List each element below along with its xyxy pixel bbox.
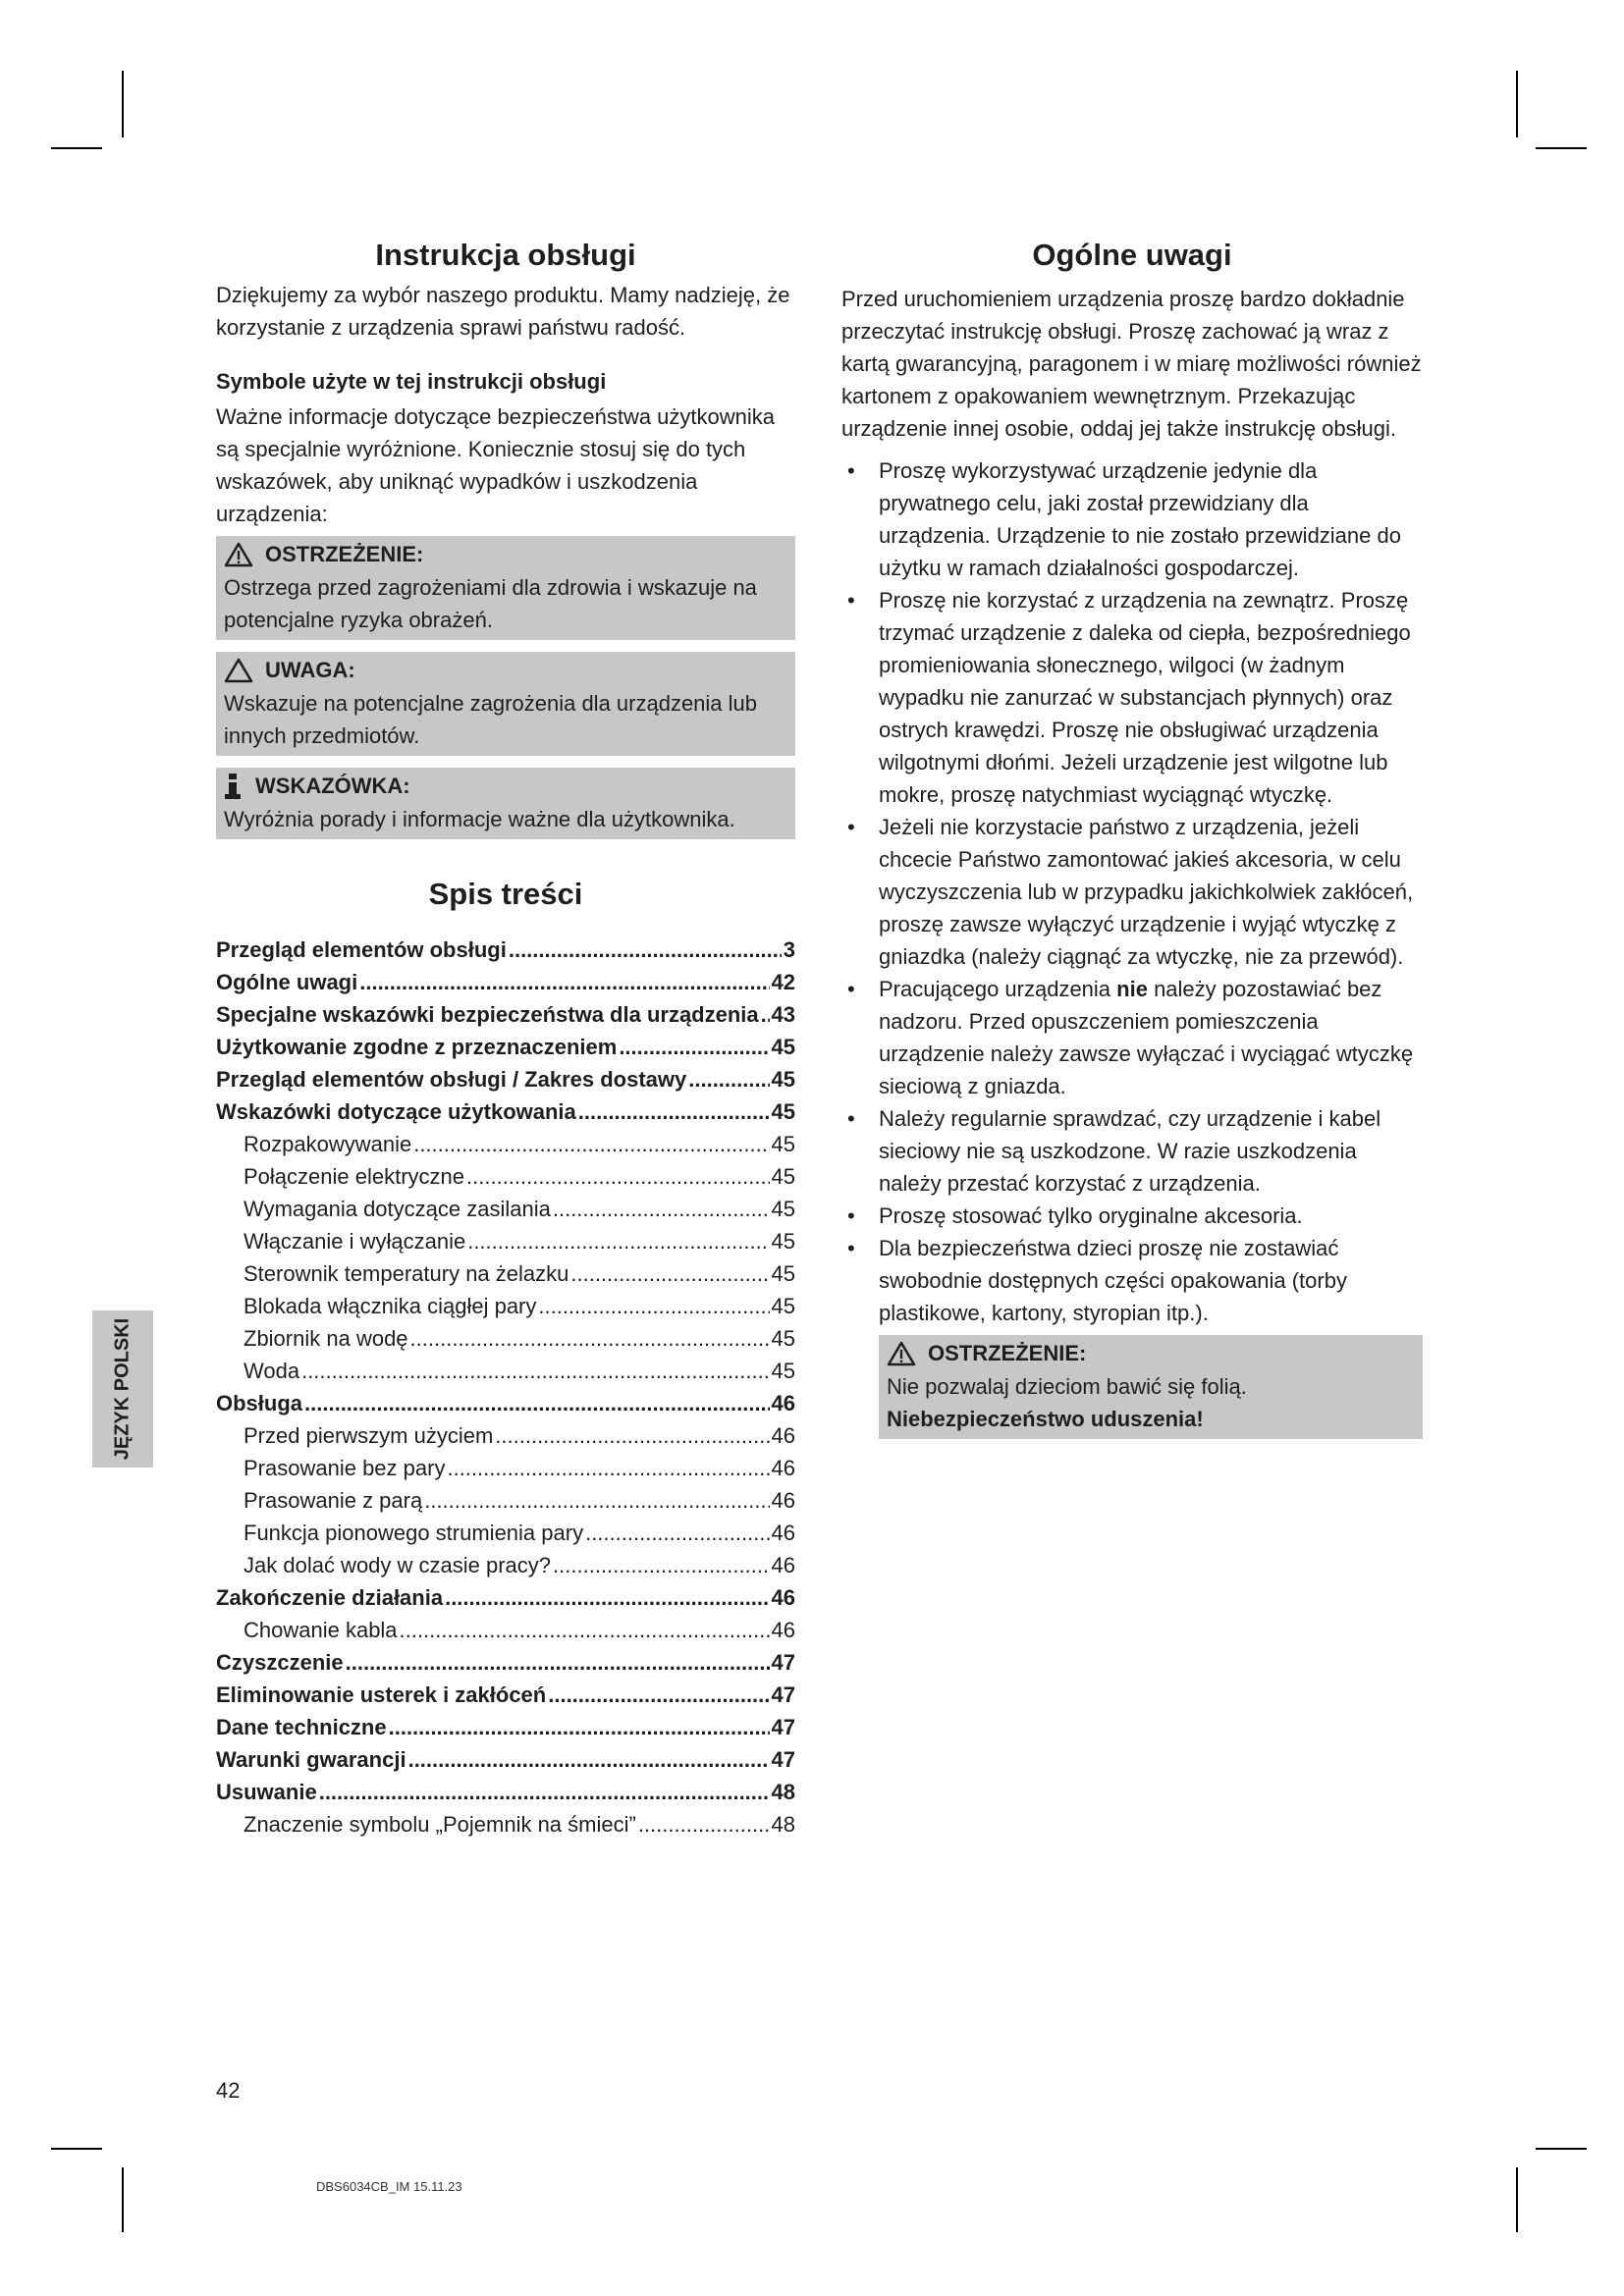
toc-entry [216,1419,795,1452]
toc-entry [216,1387,795,1419]
toc-entry-title: Przegląd elementów obsługi [216,937,507,962]
toc-entry-title: Wymagania dotyczące zasilania [244,1197,551,1221]
toc-leader [346,1646,770,1679]
symbol-box [216,768,795,839]
warning-text: Nie pozwalaj dzieciom bawić się folią. Niebezpieczeństwo uduszenia! [887,1374,1247,1431]
toc-entry-page: 45 [771,1035,795,1059]
general-notes-intro: Przed uruchomieniem urządzenia proszę bardzo dokładnie przeczytać instrukcję obsługi. Proszę zachować ją wraz z kartą gwarancyjną, paragonem i w miarę możliwości również kartonem z opakowaniem wewnętrznym. Przekazując urządzenie innej osobie, oddaj jej także instrukcję obsługi. [841,287,1422,441]
toc-entry-page: 45 [771,1326,795,1351]
crop-mark [1536,147,1587,149]
toc-leader [304,1387,770,1419]
toc-leader [445,1581,769,1614]
toc-entry-page: 45 [771,1229,795,1254]
toc-leader [553,1193,770,1225]
list-item: • Proszę stosować tylko oryginalne akcesoria. [841,1200,1423,1232]
toc-entry-page: 45 [771,1164,795,1189]
symbol-box-text: Ostrzega przed zagrożeniami dla zdrowia i wskazuje na potencjalne ryzyka obrażeń. [224,575,757,632]
toc-entry [216,1225,795,1257]
warning-triangle-icon [887,1341,916,1366]
left-column [216,236,795,1841]
toc-entry-page: 48 [771,1780,795,1804]
toc-entry-page: 46 [771,1521,795,1545]
toc-leader [400,1614,770,1646]
toc-entry-page: 43 [771,1002,795,1027]
symbol-box [216,536,795,640]
toc-entry-page: 46 [771,1553,795,1577]
toc-leader [548,1679,769,1711]
language-tab [92,1310,153,1468]
toc-entry [216,1031,795,1063]
right-column [841,236,1423,1439]
toc-entry-title: Przegląd elementów obsługi / Zakres dostawy [216,1067,687,1092]
page-number: 42 [216,2078,241,2103]
toc-leader [466,1160,770,1193]
toc-leader [467,1225,769,1257]
symbol-box-title: UWAGA: [265,658,355,682]
general-notes-list [841,454,1423,1329]
toc-entry-page: 45 [771,1261,795,1286]
footer-code: DBS6034CB_IM 15.11.23 [316,2179,462,2194]
caution-triangle-icon [224,658,253,683]
toc-entry [216,1679,795,1711]
toc-entry-title: Zbiornik na wodę [244,1326,408,1351]
symbol-box-text: Wyróżnia porady i informacje ważne dla użytkownika. [224,807,735,831]
toc-entry [216,1646,795,1679]
crop-mark [122,71,124,137]
toc-leader [578,1095,770,1128]
toc-leader [638,1808,770,1841]
toc-entry-page: 45 [771,1099,795,1124]
toc-entry [216,1095,795,1128]
toc-entry [216,1484,795,1517]
symbol-box-title: OSTRZEŻENIE: [265,542,424,566]
toc-entry-title: Chowanie kabla [244,1618,398,1642]
toc-entry [216,1581,795,1614]
toc-entry-page: 47 [771,1747,795,1772]
toc-entry-page: 47 [771,1682,795,1707]
symbol-box-title: WSKAZÓWKA: [255,774,410,798]
list-item: • Dla bezpieczeństwa dzieci proszę nie zostawiać swobodnie dostępnych części opakowania (torby plastikowe, kartony, styropian itp.). [841,1232,1423,1329]
toc-entry-page: 45 [771,1294,795,1318]
toc-leader [553,1549,769,1581]
toc-entry [216,1808,795,1841]
list-item: • Proszę nie korzystać z urządzenia na zewnątrz. Proszę trzymać urządzenie z daleka od ciepła, bezpośredniego promieniowania słonecznego, wilgoci (w żadnym wypadku nie zanurzać w substancjach płynnych) oraz ostrych krawędzi. Proszę nie obsługiwać urządzenia wilgotnymi dłońmi. Jeżeli urządzenie jest wilgotne lub mokre, proszę natychmiast wyciągnąć wtyczkę. [841,584,1423,811]
info-icon [224,773,242,800]
toc-entry-page: 46 [771,1618,795,1642]
toc-leader [688,1063,769,1095]
toc-entry-title: Sterownik temperatury na żelazku [244,1261,569,1286]
warning-box [879,1335,1423,1439]
toc-entry-title: Eliminowanie usterek i zakłóceń [216,1682,547,1707]
toc-entry-title: Wskazówki dotyczące użytkowania [216,1099,576,1124]
toc-leader [509,934,782,966]
toc-entry [216,1160,795,1193]
toc-entry [216,1257,795,1290]
toc-leader [359,966,769,998]
toc-leader [408,1743,770,1776]
symbols-text: Ważne informacje dotyczące bezpieczeństwa użytkownika są specjalnie wyróżnione. Koniecznie stosuj się do tych wskazówek, aby uniknąć wypadków i uszkodzenia urządzenia: [216,404,776,526]
toc-entry [216,1063,795,1095]
toc-entry-page: 46 [771,1456,795,1480]
toc-title: Spis treści [428,877,583,911]
toc-entry [216,1290,795,1322]
toc-entry-title: Rozpakowywanie [244,1132,412,1156]
toc-entry-page: 45 [771,1359,795,1383]
toc-entry [216,1549,795,1581]
toc-entry-page: 3 [783,937,795,962]
toc-entry-page: 47 [771,1650,795,1675]
toc-entry [216,1517,795,1549]
toc-leader [319,1776,770,1808]
toc-leader [413,1128,769,1160]
toc-entry-title: Funkcja pionowego strumienia pary [244,1521,584,1545]
toc-leader [301,1355,769,1387]
toc-entry-page: 46 [771,1488,795,1513]
toc-entry-page: 45 [771,1197,795,1221]
toc-entry [216,1614,795,1646]
toc-leader [585,1517,769,1549]
crop-mark [122,2167,124,2232]
language-tab-label: JĘZYK POLSKI [111,1317,134,1461]
crop-mark [1516,71,1518,137]
toc-leader [389,1711,770,1743]
warning-title: OSTRZEŻENIE: [928,1341,1087,1365]
toc-entry-title: Usuwanie [216,1780,317,1804]
list-item: • Proszę wykorzystywać urządzenie jedynie dla prywatnego celu, jaki został przewidziany dla urządzenia. Urządzenie to nie zostało przewidziane do użytku w ramach działalności gospodarczej. [841,454,1423,584]
toc-entry-title: Znaczenie symbolu „Pojemnik na śmieci” [244,1812,636,1837]
list-item: • Jeżeli nie korzystacie państwo z urządzenia, jeżeli chcecie Państwo zamontować jakieś akcesoria, w celu wyczyszczenia lub w przypadku jakichkolwiek zakłóceń, proszę zawsze wyłączyć urządzenie i wyjąć wtyczkę z gniazdka (należy ciągnąć za wtyczkę, nie za przewód). [841,811,1423,973]
table-of-contents [216,934,795,1841]
crop-mark [51,147,102,149]
toc-entry-title: Czyszczenie [216,1650,344,1675]
toc-entry-page: 45 [771,1067,795,1092]
toc-entry-title: Użytkowanie zgodne z przeznaczeniem [216,1035,618,1059]
toc-leader [410,1322,770,1355]
toc-entry-title: Warunki gwarancji [216,1747,406,1772]
toc-entry-title: Jak dolać wody w czasie pracy? [244,1553,552,1577]
toc-entry-page: 42 [771,970,795,994]
toc-entry-title: Połączenie elektryczne [244,1164,465,1189]
crop-mark [1516,2167,1518,2232]
page-title: Instrukcja obsługi [375,238,636,272]
toc-entry-title: Włączanie i wyłączanie [244,1229,466,1254]
crop-mark [1536,2148,1587,2150]
list-item: • Należy regularnie sprawdzać, czy urządzenie i kabel sieciowy nie są uszkodzone. W razie uszkodzenia należy przestać korzystać z urządzenia. [841,1102,1423,1200]
toc-entry-title: Prasowanie bez pary [244,1456,446,1480]
toc-leader [447,1452,769,1484]
toc-entry [216,934,795,966]
toc-leader [424,1484,769,1517]
toc-entry [216,1711,795,1743]
toc-leader [761,998,770,1031]
toc-leader [570,1257,769,1290]
warning-triangle-icon [224,542,253,567]
toc-entry-page: 46 [771,1391,795,1415]
toc-entry-title: Woda [244,1359,300,1383]
toc-entry [216,966,795,998]
toc-leader [538,1290,769,1322]
toc-entry-title: Blokada włącznika ciągłej pary [244,1294,537,1318]
symbol-box-text: Wskazuje na potencjalne zagrożenia dla urządzenia lub innych przedmiotów. [224,691,758,748]
toc-entry [216,1743,795,1776]
toc-entry [216,1355,795,1387]
toc-entry-title: Specjalne wskazówki bezpieczeństwa dla urządzenia [216,1002,759,1027]
toc-entry-title: Dane techniczne [216,1715,387,1739]
toc-entry-page: 47 [771,1715,795,1739]
toc-entry [216,1322,795,1355]
toc-entry-title: Przed pierwszym użyciem [244,1423,494,1448]
symbol-box [216,652,795,756]
toc-entry [216,1193,795,1225]
toc-entry-page: 46 [771,1423,795,1448]
toc-entry-title: Ogólne uwagi [216,970,358,994]
list-item: • Pracującego urządzenia nie należy pozostawiać bez nadzoru. Przed opuszczeniem pomieszczenia urządzenie należy zawsze wyłączać i wyciągać wtyczkę sieciową z gniazda. [841,973,1423,1102]
toc-entry [216,998,795,1031]
crop-mark [51,2148,102,2150]
toc-entry [216,1128,795,1160]
symbol-boxes [216,536,795,839]
toc-entry-title: Prasowanie z parą [244,1488,423,1513]
symbols-heading: Symbole użyte w tej instrukcji obsługi [216,369,607,394]
toc-entry [216,1452,795,1484]
toc-entry-page: 45 [771,1132,795,1156]
toc-entry [216,1776,795,1808]
toc-leader [619,1031,769,1063]
toc-entry-page: 46 [771,1585,795,1610]
section-title: Ogólne uwagi [1032,238,1232,272]
toc-entry-title: Zakończenie działania [216,1585,444,1610]
toc-leader [495,1419,769,1452]
intro-text: Dziękujemy za wybór naszego produktu. Mamy nadzieję, że korzystanie z urządzenia sprawi państwu radość. [216,283,790,340]
toc-entry-title: Obsługa [216,1391,303,1415]
toc-entry-page: 48 [771,1812,795,1837]
